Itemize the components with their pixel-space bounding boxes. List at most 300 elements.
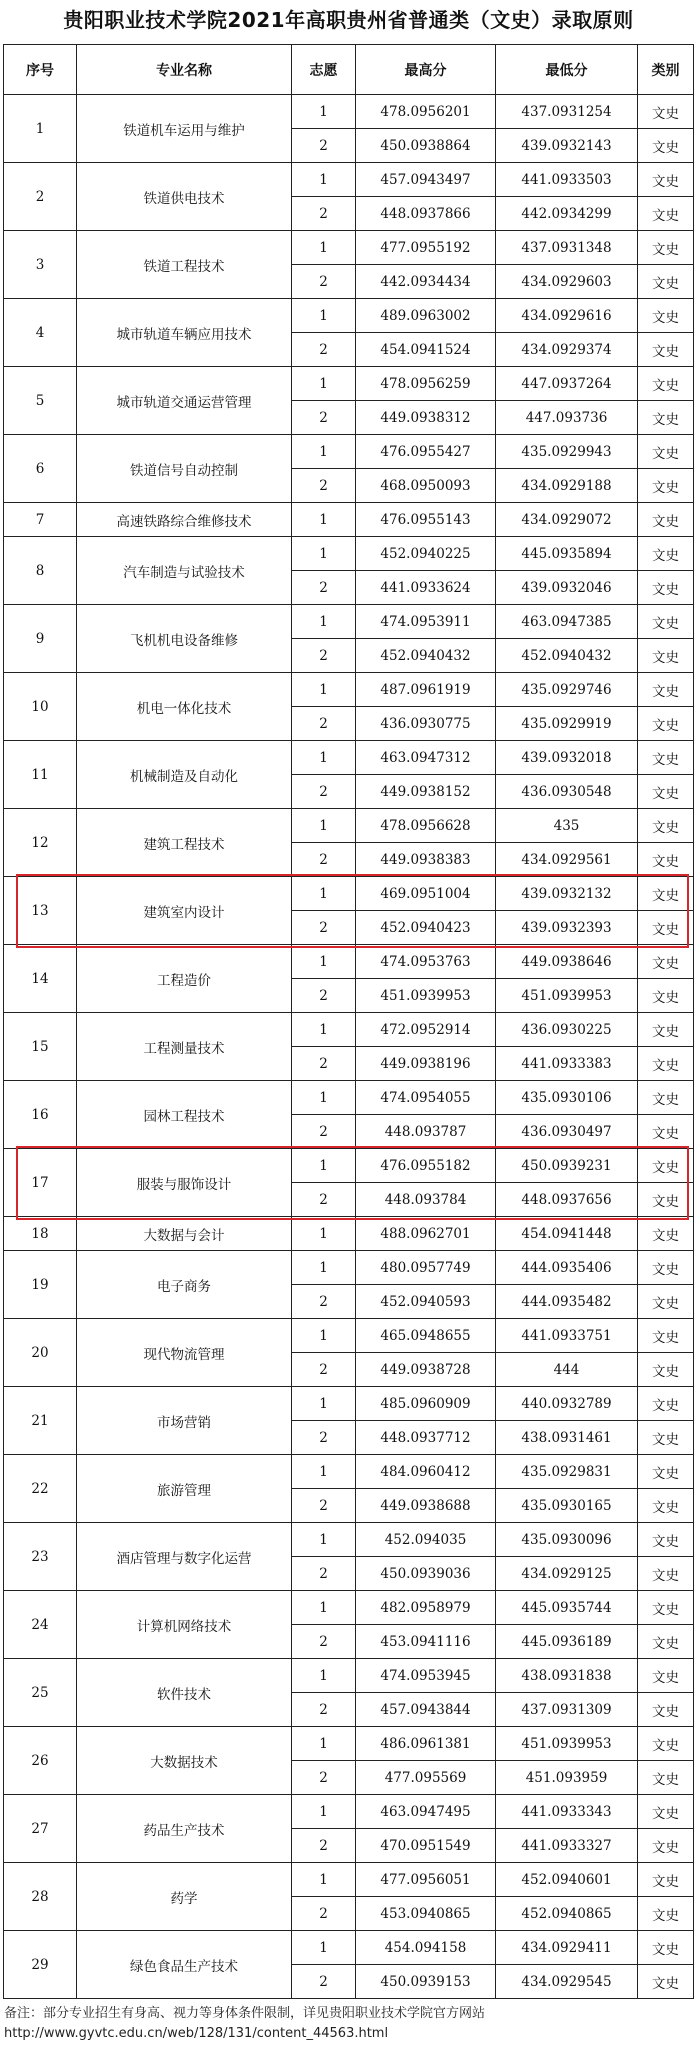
- max-score: 485.0960909: [356, 1387, 496, 1421]
- category: 文史: [638, 1591, 694, 1625]
- major-name: 机械制造及自动化: [77, 741, 292, 809]
- major-name: 铁道供电技术: [77, 163, 292, 231]
- min-score: 441.0933503: [496, 163, 638, 197]
- category: 文史: [638, 469, 694, 503]
- min-score: 451.0939953: [496, 979, 638, 1013]
- max-score: 474.0953763: [356, 945, 496, 979]
- category: 文史: [638, 503, 694, 537]
- choice-number: 2: [292, 911, 356, 945]
- major-number: 15: [4, 1013, 77, 1081]
- choice-number: 2: [292, 843, 356, 877]
- max-score: 468.0950093: [356, 469, 496, 503]
- max-score: 449.0938152: [356, 775, 496, 809]
- choice-number: 1: [292, 1387, 356, 1421]
- major-name: 旅游管理: [77, 1455, 292, 1523]
- choice-number: 1: [292, 1795, 356, 1829]
- major-name: 大数据与会计: [77, 1217, 292, 1251]
- min-score: 439.0932046: [496, 571, 638, 605]
- min-score: 435.0930106: [496, 1081, 638, 1115]
- table-row: [4, 1251, 694, 1285]
- table-row: [4, 809, 694, 843]
- page-title: 贵阳职业技术学院2021年高职贵州省普通类（文史）录取原则: [63, 8, 634, 32]
- choice-number: 2: [292, 469, 356, 503]
- max-score: 451.0939953: [356, 979, 496, 1013]
- max-score: 463.0947312: [356, 741, 496, 775]
- category: 文史: [638, 1965, 694, 1999]
- table-row: [4, 1081, 694, 1115]
- choice-number: 2: [292, 1965, 356, 1999]
- choice-number: 1: [292, 537, 356, 571]
- choice-number: 1: [292, 1319, 356, 1353]
- category: 文史: [638, 265, 694, 299]
- major-name: 市场营销: [77, 1387, 292, 1455]
- category: 文史: [638, 1149, 694, 1183]
- header-choice: 志愿: [292, 45, 356, 95]
- max-score: 454.0941524: [356, 333, 496, 367]
- choice-number: 1: [292, 1863, 356, 1897]
- table-row: [4, 1013, 694, 1047]
- category: 文史: [638, 979, 694, 1013]
- major-name: 建筑室内设计: [77, 877, 292, 945]
- table-row: [4, 367, 694, 401]
- min-score: 434.0929374: [496, 333, 638, 367]
- major-name: 建筑工程技术: [77, 809, 292, 877]
- major-number: 25: [4, 1659, 77, 1727]
- max-score: 452.0940432: [356, 639, 496, 673]
- choice-number: 2: [292, 1353, 356, 1387]
- major-number: 28: [4, 1863, 77, 1931]
- min-score: 450.0939231: [496, 1149, 638, 1183]
- choice-number: 2: [292, 1183, 356, 1217]
- choice-number: 1: [292, 435, 356, 469]
- major-number: 6: [4, 435, 77, 503]
- category: 文史: [638, 809, 694, 843]
- min-score: 437.0931254: [496, 95, 638, 129]
- major-number: 22: [4, 1455, 77, 1523]
- choice-number: 2: [292, 1829, 356, 1863]
- min-score: 434.0929188: [496, 469, 638, 503]
- major-name: 机电一体化技术: [77, 673, 292, 741]
- major-number: 2: [4, 163, 77, 231]
- choice-number: 1: [292, 1149, 356, 1183]
- max-score: 480.0957749: [356, 1251, 496, 1285]
- choice-number: 2: [292, 265, 356, 299]
- max-score: 448.0937866: [356, 197, 496, 231]
- category: 文史: [638, 1863, 694, 1897]
- table-row: [4, 1523, 694, 1557]
- min-score: 434.0929411: [496, 1931, 638, 1965]
- admission-table: [3, 44, 694, 1999]
- max-score: 488.0962701: [356, 1217, 496, 1251]
- table-row: [4, 945, 694, 979]
- category: 文史: [638, 1795, 694, 1829]
- major-number: 21: [4, 1387, 77, 1455]
- table-body: [4, 95, 694, 1999]
- category: 文史: [638, 741, 694, 775]
- max-score: 450.0938864: [356, 129, 496, 163]
- choice-number: 2: [292, 979, 356, 1013]
- min-score: 437.0931309: [496, 1693, 638, 1727]
- header-row: [4, 45, 694, 95]
- major-name: 药学: [77, 1863, 292, 1931]
- table-row: [4, 231, 694, 265]
- choice-number: 2: [292, 571, 356, 605]
- min-score: 439.0932143: [496, 129, 638, 163]
- category: 文史: [638, 1455, 694, 1489]
- category: 文史: [638, 333, 694, 367]
- max-score: 476.0955143: [356, 503, 496, 537]
- category: 文史: [638, 401, 694, 435]
- major-name: 汽车制造与试验技术: [77, 537, 292, 605]
- category: 文史: [638, 1829, 694, 1863]
- choice-number: 2: [292, 1115, 356, 1149]
- category: 文史: [638, 1217, 694, 1251]
- table-row: [4, 1217, 694, 1251]
- major-number: 17: [4, 1149, 77, 1217]
- table-row: [4, 741, 694, 775]
- max-score: 453.0941116: [356, 1625, 496, 1659]
- min-score: 434.0929616: [496, 299, 638, 333]
- choice-number: 2: [292, 333, 356, 367]
- table-row: [4, 163, 694, 197]
- major-number: 12: [4, 809, 77, 877]
- category: 文史: [638, 435, 694, 469]
- major-number: 29: [4, 1931, 77, 1999]
- max-score: 452.0940225: [356, 537, 496, 571]
- category: 文史: [638, 639, 694, 673]
- max-score: 474.0953945: [356, 1659, 496, 1693]
- min-score: 434.0929125: [496, 1557, 638, 1591]
- choice-number: 2: [292, 1693, 356, 1727]
- major-number: 24: [4, 1591, 77, 1659]
- major-number: 5: [4, 367, 77, 435]
- table-row: [4, 1319, 694, 1353]
- choice-number: 1: [292, 503, 356, 537]
- major-name: 绿色食品生产技术: [77, 1931, 292, 1999]
- min-score: 436.0930548: [496, 775, 638, 809]
- table-row: [4, 605, 694, 639]
- min-score: 434.0929603: [496, 265, 638, 299]
- major-number: 9: [4, 605, 77, 673]
- choice-number: 2: [292, 1557, 356, 1591]
- category: 文史: [638, 1115, 694, 1149]
- table-row: [4, 877, 694, 911]
- category: 文史: [638, 1897, 694, 1931]
- max-score: 454.094158: [356, 1931, 496, 1965]
- major-name: 高速铁路综合维修技术: [77, 503, 292, 537]
- category: 文史: [638, 1523, 694, 1557]
- table-row: [4, 1455, 694, 1489]
- max-score: 449.0938688: [356, 1489, 496, 1523]
- category: 文史: [638, 605, 694, 639]
- min-score: 463.0947385: [496, 605, 638, 639]
- category: 文史: [638, 775, 694, 809]
- category: 文史: [638, 95, 694, 129]
- category: 文史: [638, 1557, 694, 1591]
- category: 文史: [638, 843, 694, 877]
- max-score: 477.0956051: [356, 1863, 496, 1897]
- min-score: 434.0929561: [496, 843, 638, 877]
- max-score: 441.0933624: [356, 571, 496, 605]
- max-score: 450.0939036: [356, 1557, 496, 1591]
- min-score: 438.0931461: [496, 1421, 638, 1455]
- category: 文史: [638, 1353, 694, 1387]
- min-score: 435.0929919: [496, 707, 638, 741]
- max-score: 478.0956259: [356, 367, 496, 401]
- max-score: 478.0956628: [356, 809, 496, 843]
- max-score: 449.0938312: [356, 401, 496, 435]
- min-score: 445.0936189: [496, 1625, 638, 1659]
- max-score: 477.095569: [356, 1761, 496, 1795]
- max-score: 452.0940423: [356, 911, 496, 945]
- max-score: 448.093784: [356, 1183, 496, 1217]
- min-score: 444: [496, 1353, 638, 1387]
- max-score: 457.0943497: [356, 163, 496, 197]
- major-name: 酒店管理与数字化运营: [77, 1523, 292, 1591]
- category: 文史: [638, 945, 694, 979]
- choice-number: 2: [292, 197, 356, 231]
- category: 文史: [638, 1693, 694, 1727]
- choice-number: 1: [292, 809, 356, 843]
- header-max-score: 最高分: [356, 45, 496, 95]
- min-score: 434.0929545: [496, 1965, 638, 1999]
- category: 文史: [638, 197, 694, 231]
- choice-number: 1: [292, 1455, 356, 1489]
- category: 文史: [638, 911, 694, 945]
- table-row: [4, 95, 694, 129]
- header-no: 序号: [4, 45, 77, 95]
- max-score: 448.0937712: [356, 1421, 496, 1455]
- min-score: 435.0929943: [496, 435, 638, 469]
- category: 文史: [638, 1047, 694, 1081]
- max-score: 442.0934434: [356, 265, 496, 299]
- category: 文史: [638, 571, 694, 605]
- min-score: 440.0932789: [496, 1387, 638, 1421]
- min-score: 435.0930165: [496, 1489, 638, 1523]
- major-number: 23: [4, 1523, 77, 1591]
- choice-number: 1: [292, 163, 356, 197]
- max-score: 470.0951549: [356, 1829, 496, 1863]
- min-score: 441.0933343: [496, 1795, 638, 1829]
- max-score: 469.0951004: [356, 877, 496, 911]
- choice-number: 2: [292, 1047, 356, 1081]
- category: 文史: [638, 1183, 694, 1217]
- choice-number: 1: [292, 1591, 356, 1625]
- choice-number: 1: [292, 673, 356, 707]
- major-name: 现代物流管理: [77, 1319, 292, 1387]
- major-number: 1: [4, 95, 77, 163]
- major-number: 4: [4, 299, 77, 367]
- choice-number: 1: [292, 1013, 356, 1047]
- header-min-score: 最低分: [496, 45, 638, 95]
- max-score: 452.094035: [356, 1523, 496, 1557]
- category: 文史: [638, 1931, 694, 1965]
- major-name: 铁道工程技术: [77, 231, 292, 299]
- max-score: 453.0940865: [356, 1897, 496, 1931]
- choice-number: 1: [292, 741, 356, 775]
- max-score: 449.0938196: [356, 1047, 496, 1081]
- max-score: 452.0940593: [356, 1285, 496, 1319]
- max-score: 465.0948655: [356, 1319, 496, 1353]
- max-score: 482.0958979: [356, 1591, 496, 1625]
- category: 文史: [638, 1285, 694, 1319]
- min-score: 452.0940601: [496, 1863, 638, 1897]
- max-score: 489.0963002: [356, 299, 496, 333]
- choice-number: 2: [292, 401, 356, 435]
- choice-number: 1: [292, 95, 356, 129]
- min-score: 435.0929831: [496, 1455, 638, 1489]
- header-major: 专业名称: [77, 45, 292, 95]
- major-number: 11: [4, 741, 77, 809]
- category: 文史: [638, 1489, 694, 1523]
- category: 文史: [638, 1659, 694, 1693]
- choice-number: 1: [292, 1217, 356, 1251]
- category: 文史: [638, 537, 694, 571]
- max-score: 484.0960412: [356, 1455, 496, 1489]
- max-score: 474.0953911: [356, 605, 496, 639]
- major-name: 园林工程技术: [77, 1081, 292, 1149]
- major-name: 服装与服饰设计: [77, 1149, 292, 1217]
- min-score: 441.0933383: [496, 1047, 638, 1081]
- table-row: [4, 1931, 694, 1965]
- choice-number: 2: [292, 707, 356, 741]
- max-score: 478.0956201: [356, 95, 496, 129]
- major-name: 城市轨道交通运营管理: [77, 367, 292, 435]
- category: 文史: [638, 299, 694, 333]
- choice-number: 1: [292, 877, 356, 911]
- category: 文史: [638, 1319, 694, 1353]
- choice-number: 1: [292, 1251, 356, 1285]
- min-score: 448.0937656: [496, 1183, 638, 1217]
- choice-number: 2: [292, 1897, 356, 1931]
- footnote-text: 备注：部分专业招生有身高、视力等身体条件限制，详见贵阳职业技术学院官方网站: [4, 2006, 486, 2021]
- major-number: 19: [4, 1251, 77, 1319]
- min-score: 452.0940432: [496, 639, 638, 673]
- major-number: 18: [4, 1217, 77, 1251]
- min-score: 452.0940865: [496, 1897, 638, 1931]
- max-score: 463.0947495: [356, 1795, 496, 1829]
- category: 文史: [638, 877, 694, 911]
- max-score: 450.0939153: [356, 1965, 496, 1999]
- category: 文史: [638, 367, 694, 401]
- major-number: 27: [4, 1795, 77, 1863]
- major-number: 10: [4, 673, 77, 741]
- choice-number: 1: [292, 1523, 356, 1557]
- choice-number: 2: [292, 1625, 356, 1659]
- category: 文史: [638, 673, 694, 707]
- major-name: 计算机网络技术: [77, 1591, 292, 1659]
- major-number: 7: [4, 503, 77, 537]
- table-row: [4, 435, 694, 469]
- major-name: 软件技术: [77, 1659, 292, 1727]
- footnote-url[interactable]: http://www.gyvtc.edu.cn/web/128/131/content_44563.html: [4, 2026, 389, 2041]
- min-score: 441.0933751: [496, 1319, 638, 1353]
- choice-number: 1: [292, 367, 356, 401]
- table-row: [4, 1591, 694, 1625]
- table-row: [4, 1727, 694, 1761]
- min-score: 447.093736: [496, 401, 638, 435]
- min-score: 441.0933327: [496, 1829, 638, 1863]
- table-row: [4, 1863, 694, 1897]
- min-score: 435.0929746: [496, 673, 638, 707]
- max-score: 457.0943844: [356, 1693, 496, 1727]
- max-score: 486.0961381: [356, 1727, 496, 1761]
- max-score: 487.0961919: [356, 673, 496, 707]
- major-number: 20: [4, 1319, 77, 1387]
- max-score: 448.093787: [356, 1115, 496, 1149]
- category: 文史: [638, 1625, 694, 1659]
- choice-number: 1: [292, 1081, 356, 1115]
- table-row: [4, 1387, 694, 1421]
- category: 文史: [638, 1761, 694, 1795]
- major-name: 飞机机电设备维修: [77, 605, 292, 673]
- max-score: 474.0954055: [356, 1081, 496, 1115]
- choice-number: 1: [292, 605, 356, 639]
- major-number: 13: [4, 877, 77, 945]
- major-name: 电子商务: [77, 1251, 292, 1319]
- max-score: 472.0952914: [356, 1013, 496, 1047]
- min-score: 447.0937264: [496, 367, 638, 401]
- min-score: 444.0935482: [496, 1285, 638, 1319]
- min-score: 438.0931838: [496, 1659, 638, 1693]
- min-score: 439.0932018: [496, 741, 638, 775]
- choice-number: 1: [292, 1931, 356, 1965]
- max-score: 436.0930775: [356, 707, 496, 741]
- category: 文史: [638, 1251, 694, 1285]
- min-score: 454.0941448: [496, 1217, 638, 1251]
- min-score: 434.0929072: [496, 503, 638, 537]
- table-row: [4, 537, 694, 571]
- major-name: 铁道机车运用与维护: [77, 95, 292, 163]
- table-row: [4, 1795, 694, 1829]
- min-score: 445.0935894: [496, 537, 638, 571]
- major-name: 大数据技术: [77, 1727, 292, 1795]
- min-score: 444.0935406: [496, 1251, 638, 1285]
- min-score: 437.0931348: [496, 231, 638, 265]
- category: 文史: [638, 1421, 694, 1455]
- max-score: 476.0955427: [356, 435, 496, 469]
- choice-number: 1: [292, 1659, 356, 1693]
- category: 文史: [638, 163, 694, 197]
- major-name: 药品生产技术: [77, 1795, 292, 1863]
- min-score: 439.0932393: [496, 911, 638, 945]
- category: 文史: [638, 231, 694, 265]
- choice-number: 2: [292, 775, 356, 809]
- choice-number: 2: [292, 1761, 356, 1795]
- major-number: 16: [4, 1081, 77, 1149]
- min-score: 442.0934299: [496, 197, 638, 231]
- table-row: [4, 673, 694, 707]
- choice-number: 2: [292, 1489, 356, 1523]
- table-row: [4, 299, 694, 333]
- min-score: 435.0930096: [496, 1523, 638, 1557]
- min-score: 445.0935744: [496, 1591, 638, 1625]
- min-score: 451.093959: [496, 1761, 638, 1795]
- max-score: 476.0955182: [356, 1149, 496, 1183]
- major-name: 城市轨道车辆应用技术: [77, 299, 292, 367]
- choice-number: 2: [292, 1421, 356, 1455]
- choice-number: 2: [292, 129, 356, 163]
- choice-number: 1: [292, 1727, 356, 1761]
- header-category: 类别: [638, 45, 694, 95]
- min-score: 449.0938646: [496, 945, 638, 979]
- category: 文史: [638, 1081, 694, 1115]
- choice-number: 2: [292, 639, 356, 673]
- max-score: 449.0938383: [356, 843, 496, 877]
- min-score: 439.0932132: [496, 877, 638, 911]
- major-number: 26: [4, 1727, 77, 1795]
- category: 文史: [638, 1013, 694, 1047]
